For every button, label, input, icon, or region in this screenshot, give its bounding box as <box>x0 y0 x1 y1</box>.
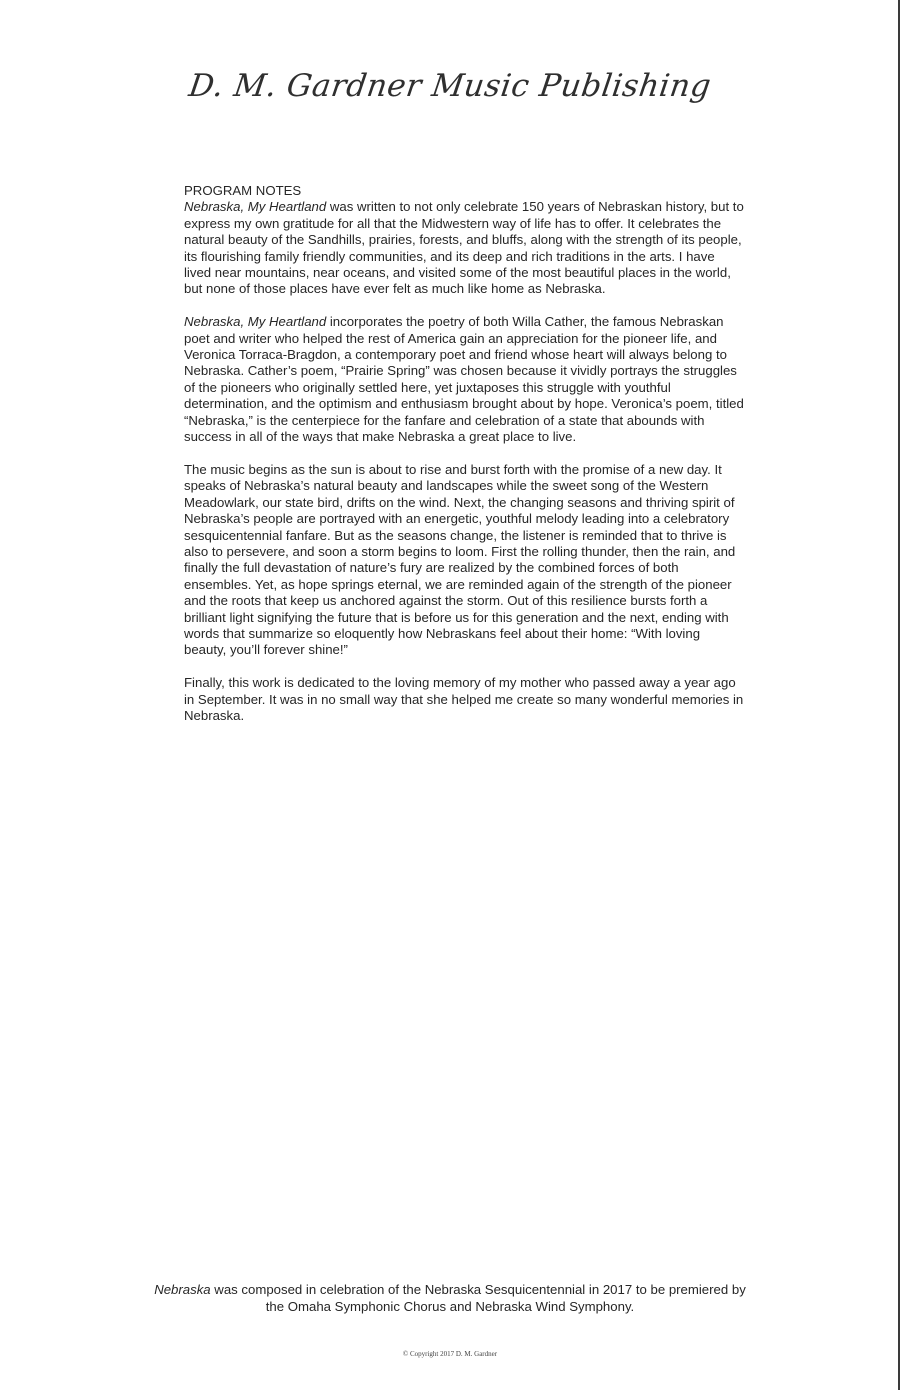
notes-paragraph-2 <box>184 314 744 445</box>
premiere-note <box>150 1281 750 1315</box>
publisher-title: D. M. Gardner Music Publishing <box>186 68 714 104</box>
work-title: Nebraska, My Heartland <box>184 314 327 330</box>
notes-paragraph-3: The music begins as the sun is about to rise and burst forth with the promise of a new day. It speaks of Nebraska’s natural beauty and landscapes while the sweet song of the Western Meadowlark, our state bird, drifts on the wind. Next, the changing seasons and thriving spirit of Nebraska’s people are portrayed with an energetic, youthful melody leading into a celebratory sesquicentennial fanfare. But as the seasons change, the listener is reminded that to thrive is also to persevere, and soon a storm begins to loom. First the rolling thunder, then the rain, and finally the full devastation of nature’s fury are realized by the combined forces of both ensembles. Yet, as hope springs eternal, we are reminded again of the strength of the pioneer and the roots that keep us anchored against the storm. Out of this resilience bursts forth a brilliant light signifying the future that is before us for this generation and the next, ending with words that summarize so eloquently how Nebraskans feel about their home: “With loving beauty, you’ll forever shine!” <box>184 461 736 658</box>
premiere-work-title: Nebraska <box>154 1282 211 1297</box>
copyright-notice: © Copyright 2017 D. M. Gardner <box>402 1350 498 1358</box>
program-notes-heading: PROGRAM NOTES <box>184 183 302 198</box>
work-title: Nebraska, My Heartland <box>184 199 327 215</box>
premiere-note-text: was composed in celebration of the Nebraska Sesquicentennial in 2017 to be premiered by the Omaha Symphonic Chorus and Nebraska Wind Symphony. <box>210 1282 746 1314</box>
notes-paragraph-4: Finally, this work is dedicated to the loving memory of my mother who passed away a year ago in September. It was in no small way that she helped me create so many wonderful memories in Nebraska. <box>184 675 744 723</box>
notes-paragraph-1-text: was written to not only celebrate 150 years of Nebraskan history, but to express my own gratitude for all that the Midwestern way of life has to offer. It celebrates the natural beauty of the Sandhills, prairies, forests, and bluffs, along with the strength of its people, its flourishing family friendly communities, and its deep and rich traditions in the arts. I have lived near mountains, near oceans, and visited some of the most beautiful places in the world, but none of those places have ever felt as much like home as Nebraska. <box>184 199 744 297</box>
notes-paragraph-1 <box>184 199 744 297</box>
program-notes <box>184 183 744 741</box>
notes-paragraph-2-text: incorporates the poetry of both Willa Cather, the famous Nebraskan poet and writer who helped the rest of America gain an appreciation for the pioneer life, and Veronica Torraca-Bragdon, a contemporary poet and friend whose heart will always belong to Nebraska. Cather’s poem, “Prairie Spring” was chosen because it vividly portrays the struggles of the pioneers who originally settled here, yet juxtaposes this struggle with youthful determination, and the optimism and enthusiasm brought about by hope. Veronica’s poem, titled “Nebraska,” is the centerpiece for the fanfare and celebration of a state that abounds with success in all of the ways that make Nebraska a great place to live. <box>184 314 744 445</box>
